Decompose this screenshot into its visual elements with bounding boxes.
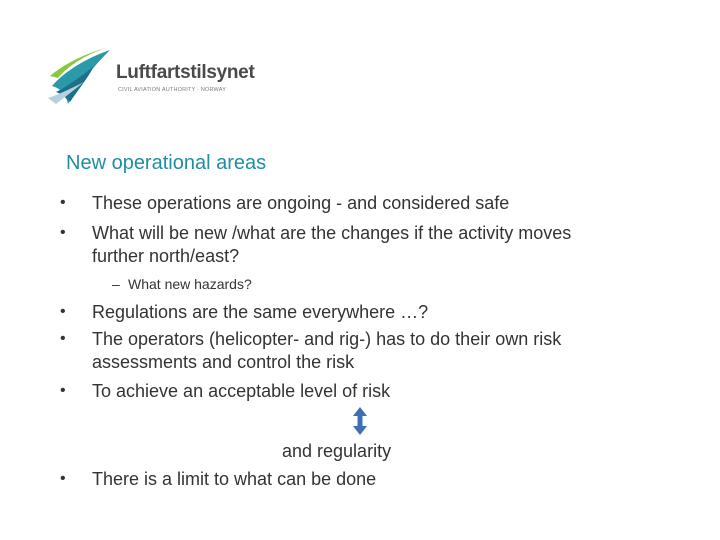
logo-name: Luftfartstilsynet	[116, 62, 255, 83]
bullet-text: There is a limit to what can be done	[92, 469, 377, 489]
bullet-text-continuation: further north/east?	[92, 246, 240, 266]
sub-bullet-text: What new hazards?	[128, 276, 252, 292]
continuation-text: and regularity	[282, 441, 392, 461]
bullet-icon: •	[60, 330, 66, 347]
bullet-icon: •	[60, 224, 66, 241]
double-arrow-icon	[350, 406, 370, 436]
bullet-text: What will be new /what are the changes if the activity moves	[92, 223, 572, 243]
bullet-icon: •	[60, 382, 66, 399]
logo-mark-icon	[48, 46, 112, 106]
bullet-icon: •	[60, 470, 66, 487]
bullet-icon: •	[60, 194, 66, 211]
bullet-text: To achieve an acceptable level of risk	[92, 381, 391, 401]
bullet-text-continuation: assessments and control the risk	[92, 352, 355, 372]
bullet-text: The operators (helicopter- and rig-) has to do their own risk	[92, 329, 562, 349]
logo-subtitle: CIVIL AVIATION AUTHORITY · NORWAY	[118, 87, 227, 93]
bullet-text: These operations are ongoing - and considered safe	[92, 193, 510, 213]
sub-bullet-icon: –	[112, 276, 120, 292]
logo	[48, 46, 255, 106]
bullet-icon: •	[60, 303, 66, 320]
page-title: New operational areas	[66, 152, 267, 174]
bullet-text: Regulations are the same everywhere …?	[92, 302, 429, 322]
